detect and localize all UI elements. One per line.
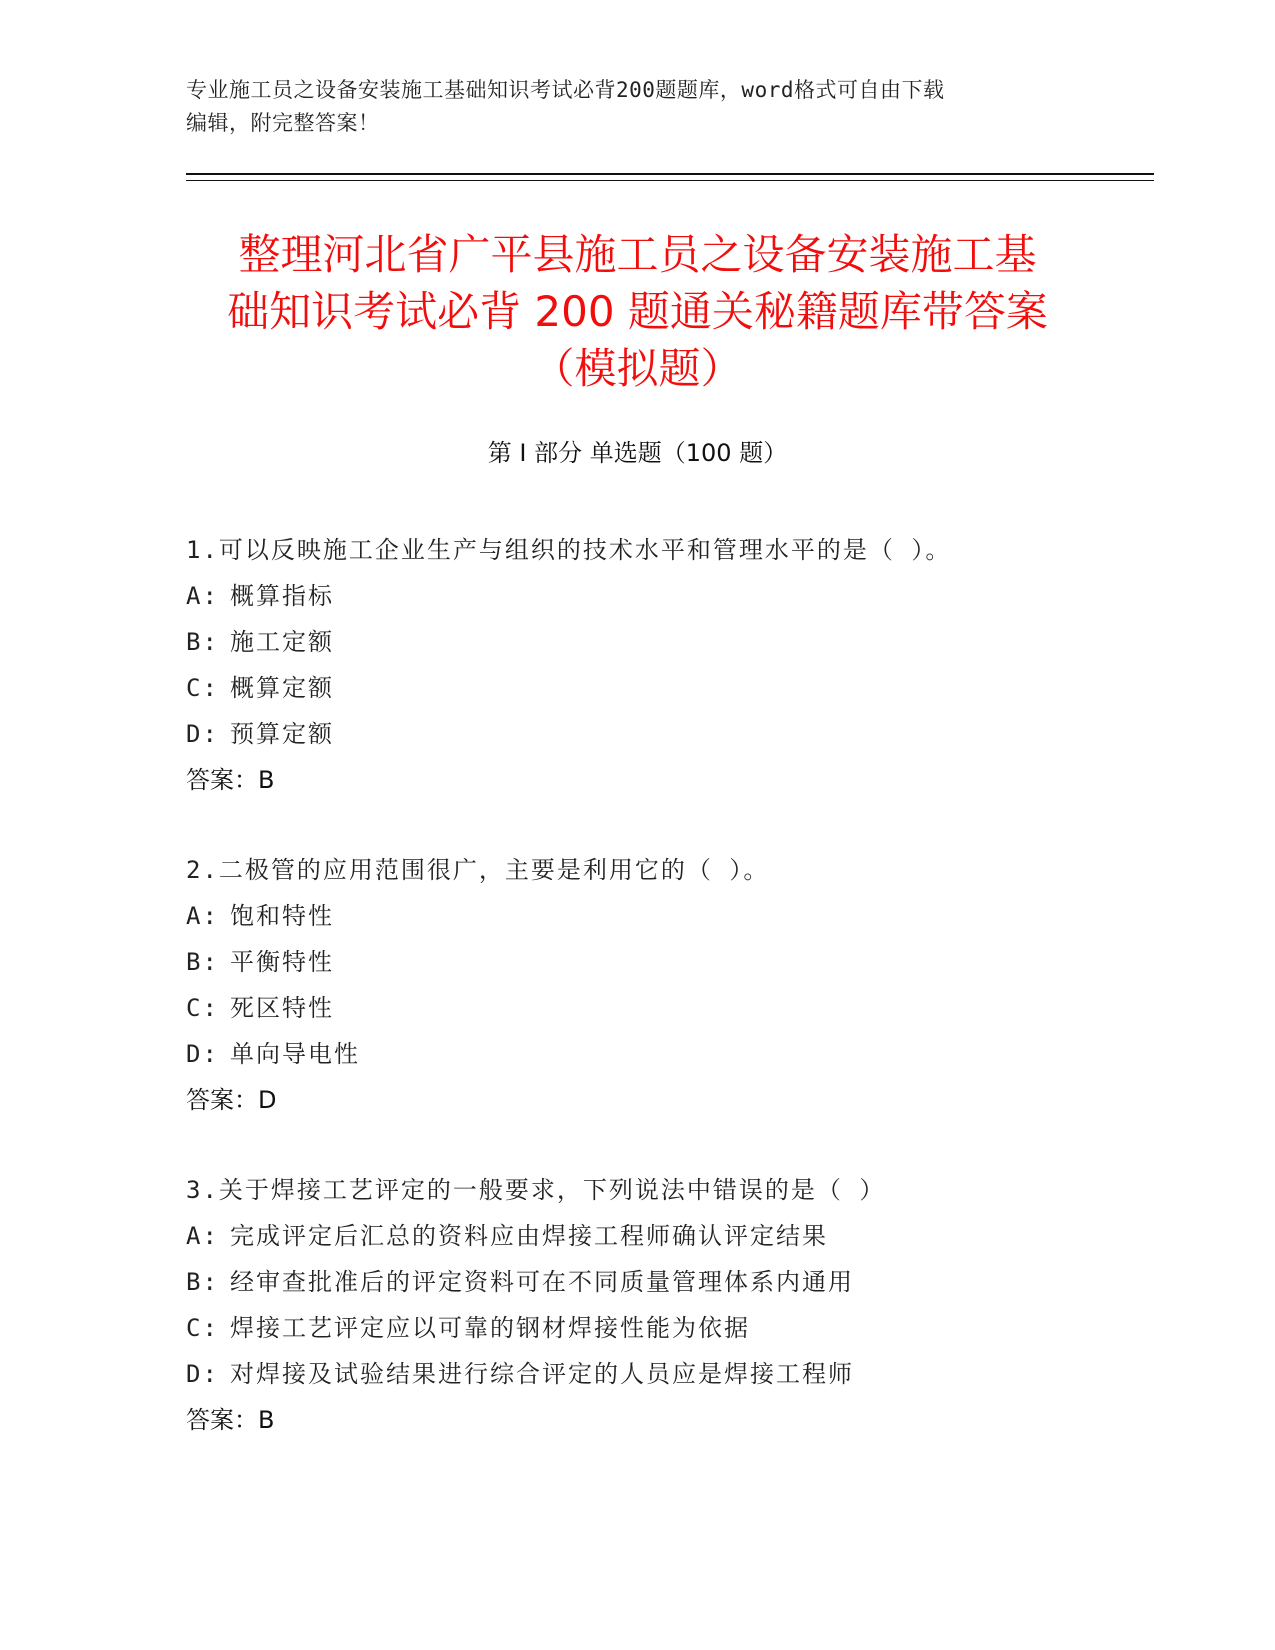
- header-rule-thin: [186, 180, 1154, 181]
- option-b: [186, 1265, 1186, 1311]
- header-note-line-1: 专业施工员之设备安装施工基础知识考试必背200题题库，word格式可自由下载: [186, 78, 945, 102]
- header-rule-thick: [186, 173, 1154, 175]
- option-b: [186, 625, 1186, 671]
- option-letter: A:: [186, 902, 219, 930]
- option-c: [186, 991, 1186, 1037]
- title-line-2: 础知识考试必背 200 题通关秘籍题库带答案: [227, 287, 1048, 336]
- question-stem: 2.二极管的应用范围很广，主要是利用它的（ ）。: [186, 856, 770, 884]
- option-text: 单向导电性: [230, 1040, 360, 1068]
- option-letter: C:: [186, 674, 219, 702]
- option-d: [186, 717, 1186, 763]
- option-letter: B:: [186, 628, 219, 656]
- option-text: 完成评定后汇总的资料应由焊接工程师确认评定结果: [230, 1222, 828, 1250]
- option-c: [186, 671, 1186, 717]
- option-text: 预算定额: [230, 720, 334, 748]
- option-text: 死区特性: [230, 994, 334, 1022]
- option-text: 焊接工艺评定应以可靠的钢材焊接性能为依据: [230, 1314, 750, 1342]
- answer-line: 答案：B: [186, 766, 275, 794]
- option-letter: A:: [186, 582, 219, 610]
- option-text: 经审查批准后的评定资料可在不同质量管理体系内通用: [230, 1268, 854, 1296]
- option-text: 概算指标: [230, 582, 334, 610]
- option-letter: A:: [186, 1222, 219, 1250]
- option-d: [186, 1037, 1186, 1083]
- option-text: 对焊接及试验结果进行综合评定的人员应是焊接工程师: [230, 1360, 854, 1388]
- option-text: 概算定额: [230, 674, 334, 702]
- question-2: [186, 853, 1186, 1129]
- option-letter: D:: [186, 1360, 219, 1388]
- header-note: [186, 74, 1086, 140]
- option-text: 施工定额: [230, 628, 334, 656]
- option-letter: B:: [186, 1268, 219, 1296]
- title-line-3: （模拟题）: [532, 344, 743, 393]
- answer-line: 答案：B: [186, 1406, 275, 1434]
- document-title: [150, 226, 1125, 397]
- option-b: [186, 945, 1186, 991]
- option-text: 饱和特性: [230, 902, 334, 930]
- option-letter: C:: [186, 1314, 219, 1342]
- section-heading: 第 I 部分 单选题（100 题）: [487, 439, 788, 467]
- question-1: [186, 533, 1186, 809]
- option-letter: C:: [186, 994, 219, 1022]
- question-stem: 1.可以反映施工企业生产与组织的技术水平和管理水平的是（ ）。: [186, 536, 952, 564]
- header-note-line-2: 编辑，附完整答案！: [186, 111, 380, 135]
- option-letter: B:: [186, 948, 219, 976]
- answer-line: 答案：D: [186, 1086, 277, 1114]
- title-line-1: 整理河北省广平县施工员之设备安装施工基: [238, 230, 1037, 279]
- option-d: [186, 1357, 1186, 1403]
- option-a: [186, 899, 1186, 945]
- option-a: [186, 579, 1186, 625]
- option-letter: D:: [186, 720, 219, 748]
- option-text: 平衡特性: [230, 948, 334, 976]
- option-a: [186, 1219, 1186, 1265]
- question-3: [186, 1173, 1186, 1449]
- option-letter: D:: [186, 1040, 219, 1068]
- option-c: [186, 1311, 1186, 1357]
- question-stem: 3.关于焊接工艺评定的一般要求，下列说法中错误的是（ ）: [186, 1176, 886, 1204]
